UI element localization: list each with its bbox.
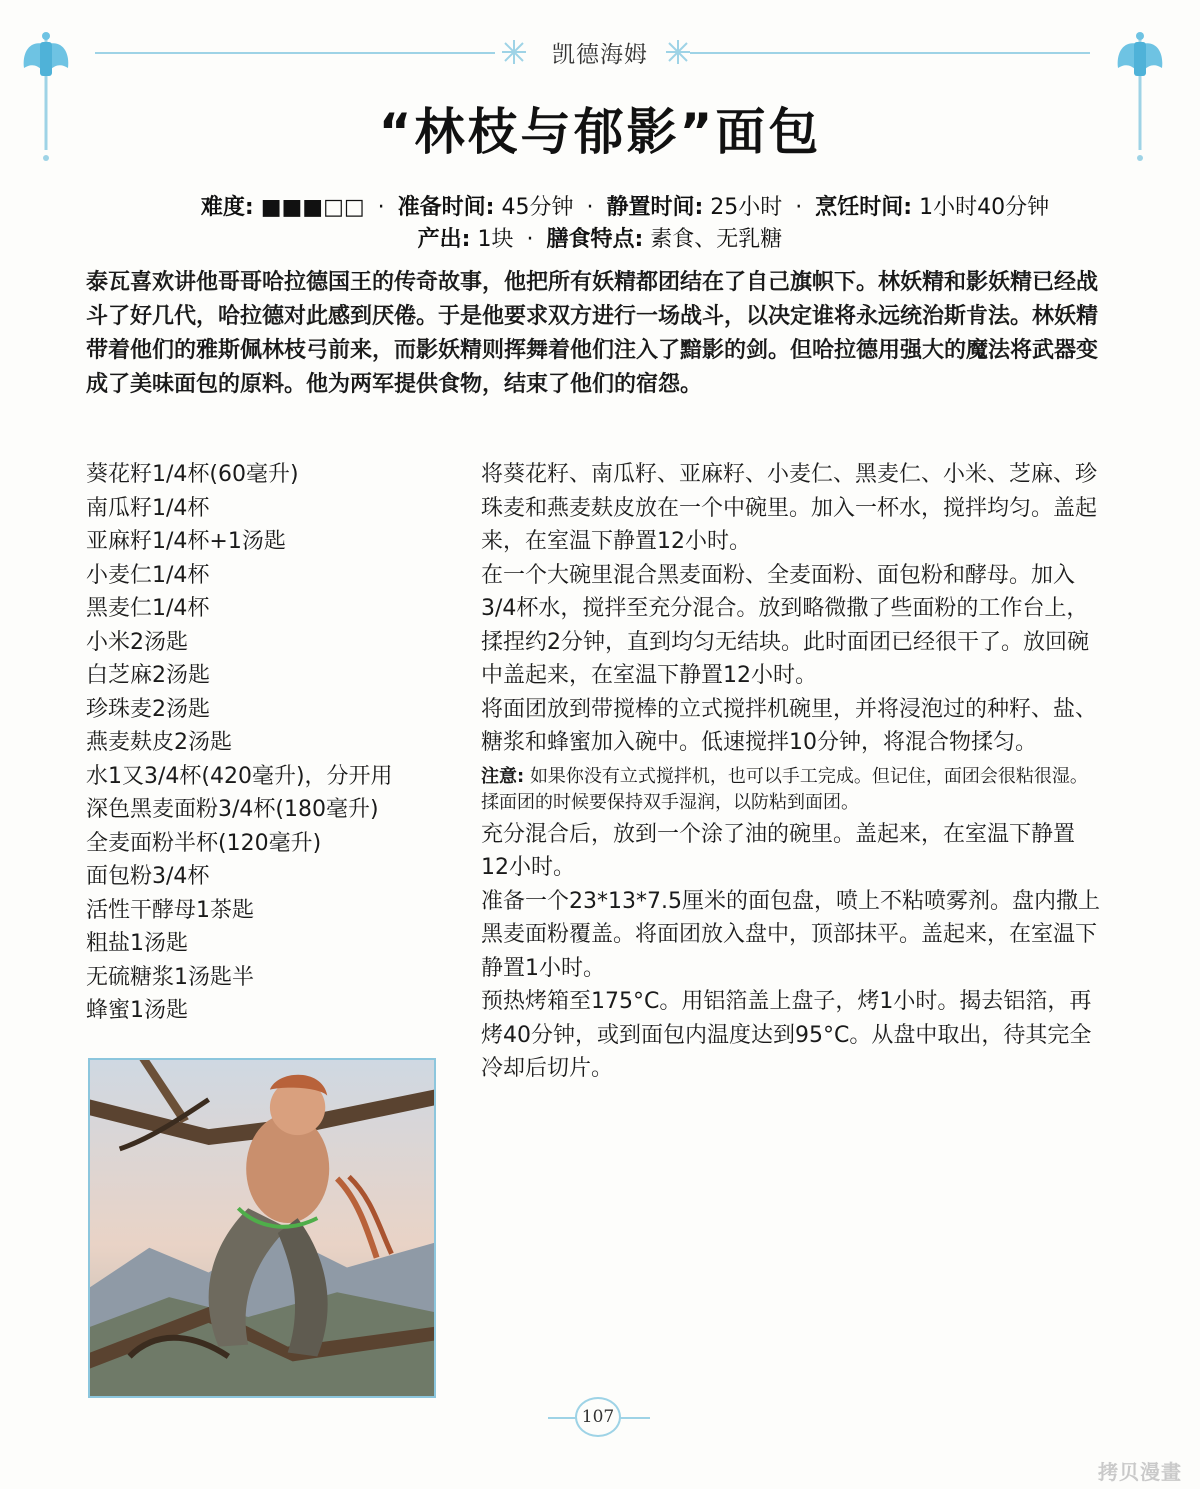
cook-time-label: 烹饪时间: xyxy=(815,195,913,220)
ingredient-item: 粗盐1汤匙 xyxy=(86,931,188,956)
recipe-title: “林枝与郁影”面包 xyxy=(378,103,822,161)
ingredient-item: 深色黑麦面粉3/4杯(180毫升) xyxy=(86,797,379,822)
recipe-meta-line-2 xyxy=(0,222,1200,253)
ingredient-item: 水1又3/4杯(420毫升)，分开用 xyxy=(86,763,393,789)
ingredient-item: 黑麦仁1/4杯 xyxy=(86,596,210,621)
ingredient-item: 亚麻籽1/4杯+1汤匙 xyxy=(86,529,286,554)
instruction-step-3: 将面团放到带搅棒的立式搅拌机碗里，并将浸泡过的种籽、盐、糖浆和蜂蜜加入碗中。低速搅拌10分钟，将混合物揉匀。 xyxy=(481,696,1098,755)
cook-time-value: 1小时40分钟 xyxy=(919,195,1050,220)
prep-time-label: 准备时间: xyxy=(397,195,495,220)
page-number-line-right xyxy=(618,1417,650,1419)
instruction-note xyxy=(481,764,1101,816)
elf-illustration xyxy=(88,1058,436,1398)
diet-label: 膳食特点: xyxy=(546,227,644,252)
header-divider-right xyxy=(690,52,1090,54)
instruction-step-1: 将葵花籽、南瓜籽、亚麻籽、小麦仁、黑麦仁、小米、芝麻、珍珠麦和燕麦麸皮放在一个中碗里。加入一杯水，搅拌均匀。盖起来，在室温下静置12小时。 xyxy=(481,462,1098,554)
ingredient-item: 葵花籽1/4杯(60毫升) xyxy=(86,462,299,487)
ingredient-item: 小米2汤匙 xyxy=(86,629,188,655)
intro-paragraph: 泰瓦喜欢讲他哥哥哈拉德国王的传奇故事，他把所有妖精都团结在了自己旗帜下。林妖精和影妖精已经战斗了好几代，哈拉德对此感到厌倦。于是他要求双方进行一场战斗，以决定谁将永远统治斯肯法。林妖精带着他们的雅斯佩林枝弓前来，而影妖精则挥舞着他们注入了黯影的剑。但哈拉德用强大的魔法将武器变成了美味面包的原料。他为两军提供食物，结束了他们的宿怨。 xyxy=(86,270,1099,397)
ingredient-list xyxy=(86,458,456,1028)
ingredient-item: 小麦仁1/4杯 xyxy=(86,562,210,588)
ingredient-item: 南瓜籽1/4杯 xyxy=(86,495,210,521)
recipe-meta-line-1 xyxy=(0,190,1200,221)
meta-separator: · xyxy=(586,195,594,220)
difficulty-label: 难度: xyxy=(200,195,254,220)
ingredient-item: 白芝麻2汤匙 xyxy=(86,663,210,688)
snowflake-right-icon xyxy=(664,38,692,66)
meta-separator: · xyxy=(795,195,803,220)
instruction-step-5: 准备一个23*13*7.5厘米的面包盘，喷上不粘喷雾剂。盘内撒上黑麦面粉覆盖。将面团放入盘中，顶部抹平。盖起来，在室温下静置1小时。 xyxy=(481,888,1100,981)
difficulty-value: ■■■□□ xyxy=(260,195,365,220)
page-number: 107 xyxy=(575,1397,621,1437)
yield-label: 产出: xyxy=(417,227,471,252)
note-label: 注意: xyxy=(481,765,525,787)
section-title: 凯德海姆 xyxy=(552,42,648,68)
ingredient-item: 燕麦麸皮2汤匙 xyxy=(86,730,232,755)
ingredient-item: 蜂蜜1汤匙 xyxy=(86,998,188,1023)
yield-value: 1块 xyxy=(477,227,514,252)
watermark: 拷贝漫畫 xyxy=(1098,1460,1182,1484)
header-divider-left xyxy=(95,52,495,54)
meta-separator: · xyxy=(526,227,534,252)
instruction-step-6: 预热烤箱至175°C。用铝箔盖上盘子，烤1小时。揭去铝箔，再烤40分钟，或到面包内温度达到95°C。从盘中取出，待其完全冷却后切片。 xyxy=(481,989,1092,1081)
ingredient-item: 全麦面粉半杯(120毫升) xyxy=(86,830,322,856)
page-number-line-left xyxy=(548,1417,578,1419)
rest-time-label: 静置时间: xyxy=(606,195,704,220)
ingredient-item: 活性干酵母1茶匙 xyxy=(86,897,254,923)
prep-time-value: 45分钟 xyxy=(501,195,574,220)
rest-time-value: 25小时 xyxy=(710,195,783,220)
meta-separator: · xyxy=(377,195,385,220)
diet-value: 素食、无乳糖 xyxy=(650,227,783,252)
ingredient-item: 无硫糖浆1汤匙半 xyxy=(86,964,254,990)
instructions xyxy=(481,458,1101,1086)
instruction-step-4: 充分混合后，放到一个涂了油的碗里。盖起来，在室温下静置12小时。 xyxy=(481,821,1076,880)
ingredient-item: 面包粉3/4杯 xyxy=(86,864,210,889)
ingredient-item: 珍珠麦2汤匙 xyxy=(86,696,210,722)
instruction-step-2: 在一个大碗里混合黑麦面粉、全麦面粉、面包粉和酵母。加入3/4杯水，搅拌至充分混合。放到略微撒了些面粉的工作台上，揉捏约2分钟，直到均匀无结块。此时面团已经很干了。放回碗中盖起来，在室温下静置12小时。 xyxy=(481,562,1089,688)
note-text: 如果你没有立式搅拌机，也可以手工完成。但记住，面团会很粘很湿。揉面团的时候要保持双手湿润，以防粘到面团。 xyxy=(481,765,1088,813)
